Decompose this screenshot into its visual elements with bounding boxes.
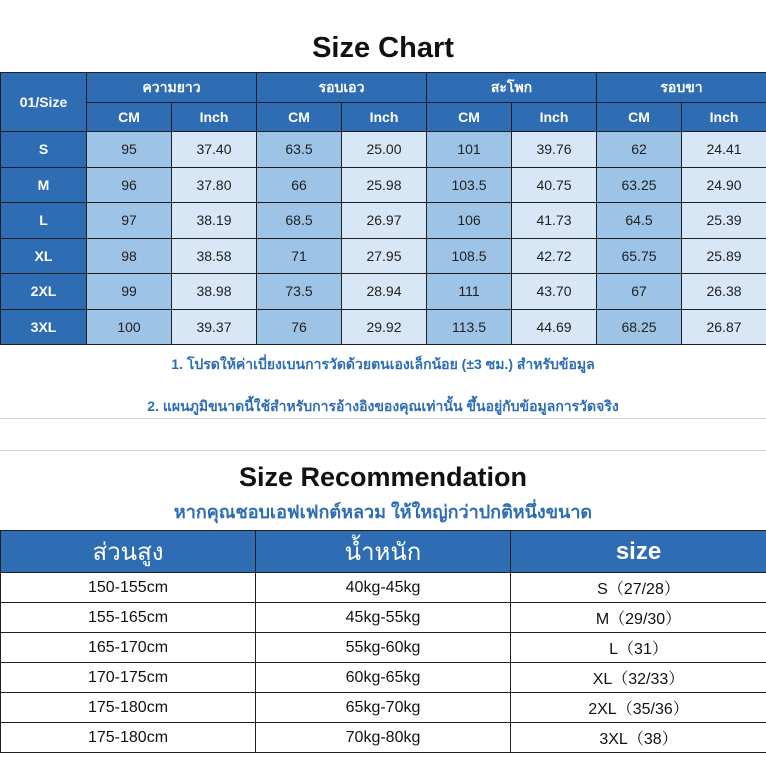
cm-value: 106 [427,203,512,239]
cm-value: 68.5 [257,203,342,239]
size-label: M [1,167,87,203]
cm-value: 103.5 [427,167,512,203]
group-header-length: ความยาว [87,73,257,103]
cm-value: 65.75 [597,238,682,274]
cm-value: 64.5 [597,203,682,239]
cm-value: 63.5 [257,132,342,168]
divider [0,418,766,419]
size-chart-title: Size Chart [312,32,454,64]
height-value: 175-180cm [1,693,256,723]
size-chart-table [0,72,766,345]
unit-inch: Inch [172,103,257,132]
size-label: 2XL [1,274,87,310]
unit-cm: CM [597,103,682,132]
inch-value: 25.00 [342,132,427,168]
cm-value: 108.5 [427,238,512,274]
unit-cm: CM [257,103,342,132]
inch-value: 39.37 [172,309,257,345]
inch-value: 26.38 [682,274,766,310]
inch-value: 39.76 [512,132,597,168]
table-row [1,633,766,663]
size-value: M（29/30） [511,603,766,633]
cm-value: 95 [87,132,172,168]
cm-value: 66 [257,167,342,203]
table-row [1,132,766,168]
inch-value: 38.19 [172,203,257,239]
inch-value: 37.40 [172,132,257,168]
inch-value: 26.97 [342,203,427,239]
table-row [1,274,766,310]
inch-value: 26.87 [682,309,766,345]
inch-value: 44.69 [512,309,597,345]
cm-value: 62 [597,132,682,168]
table-row [1,167,766,203]
cm-value: 73.5 [257,274,342,310]
size-value: L（31） [511,633,766,663]
weight-value: 55kg-60kg [256,633,511,663]
cm-value: 101 [427,132,512,168]
unit-inch: Inch [682,103,766,132]
inch-value: 28.94 [342,274,427,310]
table-row [1,663,766,693]
inch-value: 40.75 [512,167,597,203]
size-label: S [1,132,87,168]
inch-value: 24.90 [682,167,766,203]
header-weight: น้ำหนัก [256,531,511,573]
divider [0,450,766,451]
table-row [1,603,766,633]
height-value: 150-155cm [1,573,256,603]
weight-value: 45kg-55kg [256,603,511,633]
table-row [1,693,766,723]
height-value: 155-165cm [1,603,256,633]
unit-cm: CM [87,103,172,132]
inch-value: 27.95 [342,238,427,274]
height-value: 165-170cm [1,633,256,663]
size-value: 3XL（38） [511,723,766,753]
cm-value: 99 [87,274,172,310]
cm-value: 76 [257,309,342,345]
cm-value: 67 [597,274,682,310]
size-label: 3XL [1,309,87,345]
table-row [1,573,766,603]
height-value: 175-180cm [1,723,256,753]
header-size: size [511,531,766,573]
corner-label: 01/Size [1,73,87,132]
table-row [1,309,766,345]
recommendation-subtitle: หากคุณชอบเอฟเฟกต์หลวม ให้ใหญ่กว่าปกติหนึ่งขนาด [173,502,593,522]
cm-value: 100 [87,309,172,345]
reference-note: 2. แผนภูมิขนาดนี้ใช้สำหรับการอ้างอิงของคุณเท่านั้น ขึ้นอยู่กับข้อมูลการวัดจริง [147,398,619,414]
size-value: 2XL（35/36） [511,693,766,723]
unit-inch: Inch [342,103,427,132]
unit-cm: CM [427,103,512,132]
measurement-note: 1. โปรดให้ค่าเบี่ยงเบนการวัดด้วยตนเองเล็กน้อย (±3 ซม.) สำหรับข้อมูล [171,356,595,372]
cm-value: 98 [87,238,172,274]
inch-value: 25.89 [682,238,766,274]
inch-value: 38.98 [172,274,257,310]
inch-value: 37.80 [172,167,257,203]
cm-value: 113.5 [427,309,512,345]
inch-value: 41.73 [512,203,597,239]
inch-value: 29.92 [342,309,427,345]
table-row [1,238,766,274]
cm-value: 111 [427,274,512,310]
weight-value: 60kg-65kg [256,663,511,693]
inch-value: 25.98 [342,167,427,203]
inch-value: 24.41 [682,132,766,168]
group-header-hip: สะโพก [427,73,597,103]
header-height: ส่วนสูง [1,531,256,573]
table-row [1,203,766,239]
weight-value: 70kg-80kg [256,723,511,753]
inch-value: 43.70 [512,274,597,310]
inch-value: 25.39 [682,203,766,239]
cm-value: 71 [257,238,342,274]
weight-value: 40kg-45kg [256,573,511,603]
cm-value: 97 [87,203,172,239]
height-value: 170-175cm [1,663,256,693]
size-value: XL（32/33） [511,663,766,693]
size-label: XL [1,238,87,274]
unit-inch: Inch [512,103,597,132]
inch-value: 42.72 [512,238,597,274]
recommendation-title: Size Recommendation [238,462,528,492]
weight-value: 65kg-70kg [256,693,511,723]
cm-value: 63.25 [597,167,682,203]
cm-value: 68.25 [597,309,682,345]
recommendation-table [0,530,766,753]
size-value: S（27/28） [511,573,766,603]
inch-value: 38.58 [172,238,257,274]
table-row [1,723,766,753]
cm-value: 96 [87,167,172,203]
group-header-waist: รอบเอว [257,73,427,103]
group-header-thigh: รอบขา [597,73,766,103]
size-label: L [1,203,87,239]
